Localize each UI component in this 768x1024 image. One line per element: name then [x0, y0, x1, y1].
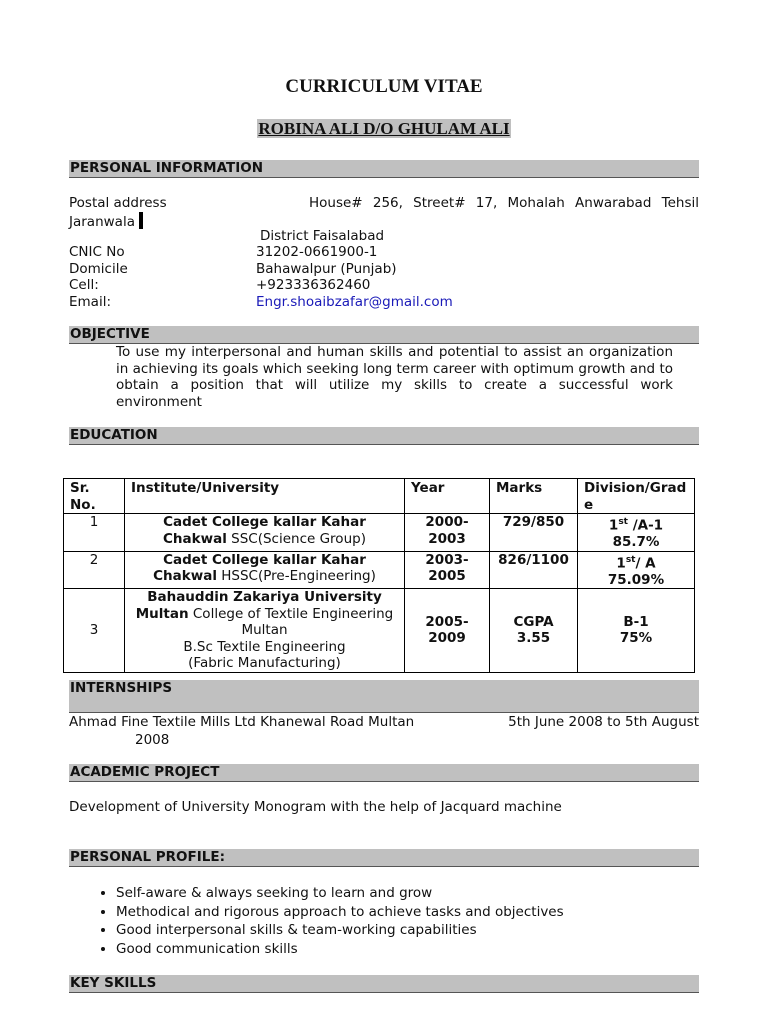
division-sup: st	[618, 517, 628, 527]
institute-degree: B.Sc Textile Engineering	[183, 638, 346, 655]
section-objective: OBJECTIVE	[69, 326, 699, 344]
table-row	[64, 551, 695, 589]
marks-value: 3.55	[516, 630, 551, 647]
internship-company: Ahmad Fine Textile Mills Ltd Khanewal Road Multan	[69, 714, 415, 730]
objective-text: To use my interpersonal and human skills and potential to assist an organization in achieving its goals which seeking long term career with optimum growth and to obtain a position that will utilize my skills to create a successful work environment	[116, 344, 673, 410]
section-internships: INTERNSHIPS	[69, 680, 699, 713]
row-division	[578, 514, 695, 552]
institute-bold: Cadet College kallar Kahar Chakwal	[153, 551, 366, 584]
list-item: • Self-aware & always seeking to learn and grow	[116, 884, 564, 903]
postal-address-wrap	[69, 212, 143, 231]
row-marks: 729/850	[490, 514, 578, 552]
row-institute	[125, 589, 405, 673]
division-percent: 85.7%	[612, 534, 660, 550]
institute-bold: Cadet College kallar Kahar Chakwal	[163, 514, 366, 547]
email-link[interactable]: Engr.shoaibzafar@gmail.com	[256, 294, 453, 310]
list-item: • Methodical and rigorous approach to achieve tasks and objectives	[116, 903, 564, 922]
postal-address-label: Postal address	[69, 195, 167, 211]
division-main: 1	[608, 517, 619, 534]
row-sr: 2	[64, 551, 125, 589]
institute-specialization: (Fabric Manufacturing)	[188, 655, 341, 671]
list-item: • Good communication skills	[116, 940, 564, 959]
table-header-row	[64, 479, 695, 514]
internship-period-wrap: 2008	[135, 732, 170, 748]
marks-label: CGPA	[513, 613, 554, 630]
postal-address-line2: District Faisalabad	[260, 228, 385, 244]
cnic-label: CNIC No	[69, 244, 125, 260]
institute-normal: SSC(Science Group)	[226, 530, 366, 547]
academic-project-text: Development of University Monogram with the help of Jacquard machine	[69, 799, 562, 815]
division-grade: B-1	[623, 613, 649, 630]
text-cursor	[139, 212, 143, 229]
profile-list	[70, 884, 564, 958]
candidate-name-text: ROBINA ALI D/O GHULAM ALI	[258, 119, 510, 138]
institute-bold: Bahauddin Zakariya University Multan	[135, 589, 382, 622]
domicile-label: Domicile	[69, 261, 128, 277]
row-marks: 826/1100	[490, 551, 578, 589]
row-marks	[490, 589, 578, 673]
division-percent: 75%	[619, 630, 653, 647]
internship-period: 5th June 2008 to 5th August	[508, 714, 699, 730]
row-institute	[125, 551, 405, 589]
row-year: 2000-2003	[405, 514, 490, 552]
candidate-name	[0, 119, 768, 139]
document-title: CURRICULUM VITAE	[285, 76, 483, 97]
header-division: Division/Grade	[578, 479, 695, 514]
postal-address-wrap-text: Jaranwala	[69, 214, 135, 230]
institute-normal: HSSC(Pre-Engineering)	[216, 568, 376, 584]
row-sr: 1	[64, 514, 125, 552]
row-sr: 3	[64, 589, 125, 673]
education-table	[63, 478, 695, 673]
header-marks: Marks	[490, 479, 578, 514]
cell-label: Cell:	[69, 277, 99, 293]
row-division	[578, 589, 695, 673]
row-year: 2005-2009	[405, 589, 490, 673]
row-year: 2003-2005	[405, 551, 490, 589]
division-rest: / A	[635, 555, 656, 571]
section-personal-information: PERSONAL INFORMATION	[69, 160, 699, 178]
table-row	[64, 514, 695, 552]
header-institute: Institute/University	[125, 479, 405, 514]
section-personal-profile: PERSONAL PROFILE:	[69, 849, 699, 867]
email-label: Email:	[69, 294, 112, 310]
list-item: • Good interpersonal skills & team-working capabilities	[116, 921, 564, 940]
section-education: EDUCATION	[69, 427, 699, 445]
section-key-skills: KEY SKILLS	[69, 975, 699, 993]
header-year: Year	[405, 479, 490, 514]
division-rest: /A-1	[628, 517, 664, 534]
division-main: 1	[616, 555, 626, 571]
header-sr: Sr. No.	[64, 479, 125, 514]
section-academic-project: ACADEMIC PROJECT	[69, 764, 699, 782]
postal-address-value: House# 256, Street# 17, Mohalah Anwarabad Tehsil	[309, 195, 699, 211]
institute-normal: College of Textile Engineering Multan	[188, 605, 394, 638]
row-institute	[125, 514, 405, 552]
domicile-value: Bahawalpur (Punjab)	[256, 261, 397, 277]
table-row	[64, 589, 695, 673]
division-sup: st	[625, 554, 636, 565]
division-percent: 75.09%	[607, 571, 665, 588]
cell-value: +923336362460	[256, 277, 371, 293]
cnic-value: 31202-0661900-1	[256, 244, 378, 260]
row-division	[578, 551, 695, 589]
